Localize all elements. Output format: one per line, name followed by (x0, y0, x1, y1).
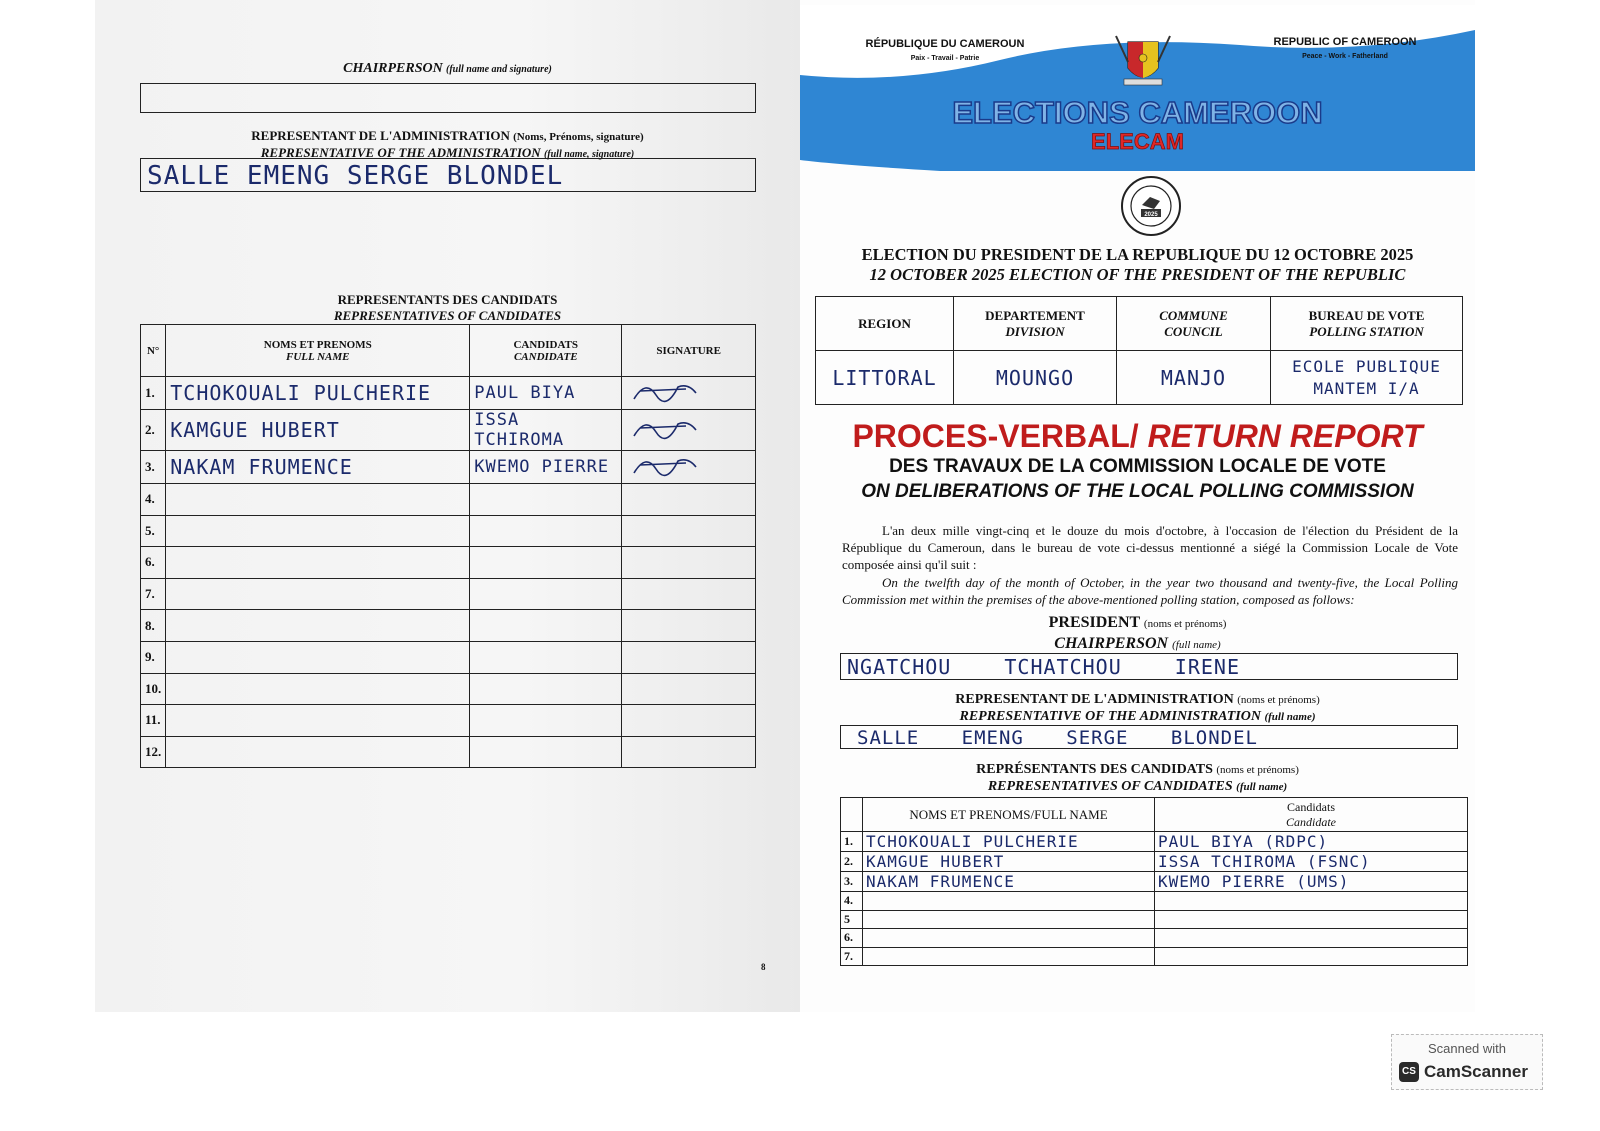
table-row (141, 547, 756, 579)
row-number: 3. (841, 872, 863, 892)
signature-cell[interactable] (622, 610, 756, 642)
cand-col-cand-en: Candidate (1286, 814, 1336, 829)
location-header-row (816, 297, 1463, 351)
loc-header-polling-station (1271, 297, 1463, 351)
candidate-name[interactable]: ISSA TCHIROMA (470, 410, 622, 451)
subtitle-en: ON DELIBERATIONS OF THE LOCAL POLLING COMMISSION (861, 481, 1414, 502)
col-full-name (166, 325, 470, 377)
left-representatives-table (140, 324, 756, 768)
col-number: N° (141, 325, 166, 377)
candidate-name[interactable] (1155, 929, 1468, 948)
admin-label-fr-right: REPRESENTANT DE L'ADMINISTRATION (955, 692, 1234, 707)
signature-cell[interactable] (622, 377, 756, 410)
location-table (815, 296, 1463, 405)
paragraph-fr: L'an deux mille vingt-cinq et le douze du mois d'octobre, à l'occasion de l'élection du Président de la République du Cameroun, dans le bureau de vote ci-dessus mentionné a siégé la Commission Locale de Vote composée ainsi qu'il suit : (842, 523, 1458, 572)
loc-header-council (1117, 297, 1271, 351)
row-number: 1. (841, 832, 863, 852)
table-row (841, 947, 1468, 966)
table-row (141, 515, 756, 547)
region-field[interactable]: LITTORAL (816, 351, 954, 405)
candidate-name[interactable]: ISSA TCHIROMA (FSNC) (1155, 852, 1468, 872)
candidate-name[interactable] (1155, 892, 1468, 911)
candidate-name[interactable]: PAUL BIYA (470, 377, 622, 410)
candidate-name[interactable] (1155, 910, 1468, 929)
table-row (841, 852, 1468, 872)
row-number: 3. (141, 451, 166, 484)
left-reps-title-en: REPRESENTATIVES OF CANDIDATES (333, 308, 562, 323)
candidate-name[interactable] (470, 484, 622, 516)
row-number: 11. (141, 705, 166, 737)
row-number: 2. (141, 410, 166, 451)
loc-header-station-fr: BUREAU DE VOTE (1308, 307, 1425, 323)
representative-name[interactable] (166, 641, 470, 673)
president-field[interactable]: NGATCHOU TCHATCHOU IRENE (840, 653, 1458, 680)
chairperson-hint-right: (full name) (1172, 639, 1221, 651)
left-chairperson-box[interactable] (140, 83, 756, 113)
election-title-fr: ELECTION DU PRESIDENT DE LA REPUBLIQUE DU 12 OCTOBRE 2025 (861, 245, 1414, 264)
candidate-representatives-table (840, 797, 1468, 966)
table-row (141, 673, 756, 705)
motto-fr: Paix - Travail - Patrie (910, 55, 980, 62)
row-number: 7. (141, 578, 166, 610)
admin-hint-en-right: (full name) (1264, 711, 1316, 723)
subtitle-fr: DES TRAVAUX DE LA COMMISSION LOCALE DE VOTE (889, 456, 1386, 477)
row-number: 5. (141, 515, 166, 547)
representative-name[interactable] (863, 910, 1155, 929)
candidate-name[interactable]: KWEMO PIERRE (470, 451, 622, 484)
reps-hint-en: (full name) (1236, 781, 1288, 793)
president-heading (800, 614, 1475, 632)
representative-name[interactable] (166, 736, 470, 768)
row-number: 6. (141, 547, 166, 579)
representative-name[interactable] (166, 673, 470, 705)
representative-name[interactable] (863, 892, 1155, 911)
admin-hint-fr: (Noms, Prénoms, signature) (513, 131, 644, 143)
representative-name[interactable] (166, 515, 470, 547)
polling-station-line1: ECOLE PUBLIQUE (1292, 356, 1441, 376)
row-number: 6. (841, 929, 863, 948)
representative-name[interactable]: NAKAM FRUMENCE (863, 872, 1155, 892)
chairperson-heading (800, 635, 1475, 653)
representative-name[interactable] (166, 705, 470, 737)
table-row (841, 872, 1468, 892)
header-republic-fr: RÉPUBLIQUE DU CAMEROUN (865, 38, 1025, 50)
table-row (841, 910, 1468, 929)
coat-of-arms-icon (1110, 32, 1176, 90)
cand-col-name: NOMS ET PRENOMS/FULL NAME (863, 798, 1155, 832)
col-signature: SIGNATURE (622, 325, 756, 377)
table-row (141, 410, 756, 451)
motto-en: Peace - Work - Fatherland (1302, 53, 1388, 60)
council-field[interactable]: MANJO (1117, 351, 1271, 405)
table-row (141, 641, 756, 673)
left-admin-heading-fr (95, 128, 800, 144)
loc-header-region-fr: REGION (858, 315, 911, 331)
row-number: 8. (141, 610, 166, 642)
camscanner-badge (1391, 1034, 1543, 1090)
representative-name[interactable] (863, 947, 1155, 966)
page-number: 8 (761, 962, 766, 972)
candidate-name[interactable] (470, 736, 622, 768)
location-values-row (816, 351, 1463, 405)
polling-station-field[interactable] (1271, 351, 1463, 405)
loc-header-division (954, 297, 1117, 351)
row-number: 9. (141, 641, 166, 673)
col-name-en: FULL NAME (286, 350, 350, 363)
row-number: 5 (841, 910, 863, 929)
table-row (141, 610, 756, 642)
admin-hint-fr-right: (noms et prénoms) (1237, 694, 1320, 706)
cand-col-candidate (1155, 798, 1468, 832)
paragraph-en: On the twelfth day of the month of October, in the year two thousand and twenty-five, the Local Polling Commission met within the premises of the above-mentioned polling station, composed as follows: (842, 575, 1458, 607)
signature-cell[interactable] (622, 705, 756, 737)
reps-heading-fr (800, 762, 1475, 778)
elecam-seal-icon (1120, 175, 1182, 237)
left-admin-box[interactable]: SALLE EMENG SERGE BLONDEL (140, 158, 756, 192)
signature-cell[interactable] (622, 578, 756, 610)
loc-header-council-fr: COMMUNE (1159, 307, 1228, 323)
table-row (141, 705, 756, 737)
col-candidate (470, 325, 622, 377)
candidate-name[interactable] (470, 641, 622, 673)
candidate-name[interactable] (470, 673, 622, 705)
row-number: 12. (141, 736, 166, 768)
reps-title-en: REPRESENTATIVES OF CANDIDATES (987, 779, 1233, 794)
admin-field[interactable]: SALLE EMENG SERGE BLONDEL (840, 725, 1458, 749)
candidate-name[interactable] (470, 705, 622, 737)
report-title (800, 418, 1475, 455)
table-row (141, 377, 756, 410)
scanned-with-text: Scanned with (1427, 1041, 1507, 1056)
camscanner-logo-icon: CS (1399, 1062, 1419, 1082)
representative-name[interactable] (166, 484, 470, 516)
candidate-name[interactable]: KWEMO PIERRE (UMS) (1155, 872, 1468, 892)
chairperson-label-right: CHAIRPERSON (1054, 635, 1169, 652)
table-row (141, 736, 756, 768)
division-field[interactable]: MOUNGO (954, 351, 1117, 405)
left-chairperson-heading (95, 60, 800, 77)
elections-cameroon-title: ELECTIONS CAMEROON (952, 95, 1323, 130)
signature-cell[interactable] (622, 736, 756, 768)
signature-scribble-icon (626, 451, 706, 479)
cand-col-number (841, 798, 863, 832)
reps-hint-fr: (noms et prénoms) (1216, 764, 1299, 776)
admin-heading-en (800, 709, 1475, 725)
table-row (141, 484, 756, 516)
cand-col-cand-fr: Candidats (1287, 799, 1335, 814)
table-row (841, 832, 1468, 852)
admin-hint-en: (full name, signature) (543, 149, 635, 160)
representative-name[interactable] (166, 578, 470, 610)
candidate-name[interactable] (470, 547, 622, 579)
election-title-en: 12 OCTOBER 2025 ELECTION OF THE PRESIDENT OF THE REPUBLIC (869, 265, 1406, 284)
chairperson-hint: (full name and signature) (445, 64, 552, 75)
left-reps-title-fr: REPRESENTANTS DES CANDIDATS (337, 292, 558, 307)
admin-label-en: REPRESENTATIVE OF THE ADMINISTRATION (260, 145, 541, 160)
president-hint: (noms et prénoms) (1143, 618, 1227, 630)
loc-header-division-en: DIVISION (1005, 323, 1065, 339)
report-title-en: RETURN REPORT (1147, 418, 1423, 454)
signature-cell[interactable] (622, 410, 756, 451)
representative-name[interactable] (166, 547, 470, 579)
candidate-name[interactable] (470, 578, 622, 610)
president-label: PRESIDENT (1048, 614, 1140, 631)
signature-scribble-icon (626, 414, 706, 442)
loc-header-region (816, 297, 954, 351)
reps-heading-en (800, 779, 1475, 795)
cand-header-row (841, 798, 1468, 832)
representative-name[interactable] (863, 929, 1155, 948)
admin-label-fr: REPRESENTANT DE L'ADMINISTRATION (251, 128, 510, 143)
representative-name[interactable]: NAKAM FRUMENCE (166, 451, 470, 484)
representative-name[interactable]: TCHOKOUALI PULCHERIE (863, 832, 1155, 852)
elecam-acronym: ELECAM (1091, 129, 1184, 154)
header-republic-en: REPUBLIC OF CAMEROON (1273, 36, 1417, 48)
seal-year: 2025 (1144, 212, 1158, 218)
row-number: 7. (841, 947, 863, 966)
representative-name[interactable]: TCHOKOUALI PULCHERIE (166, 377, 470, 410)
signature-scribble-icon (626, 377, 706, 405)
row-number: 10. (141, 673, 166, 705)
col-name-fr: NOMS ET PRENOMS (263, 338, 372, 351)
candidate-name[interactable]: PAUL BIYA (RDPC) (1155, 832, 1468, 852)
candidate-name[interactable] (470, 610, 622, 642)
camscanner-brand: CamScanner (1424, 1062, 1528, 1081)
loc-header-council-en: COUNCIL (1164, 323, 1223, 339)
admin-label-en-right: REPRESENTATIVE OF THE ADMINISTRATION (959, 709, 1261, 724)
loc-header-division-fr: DEPARTEMENT (985, 307, 1085, 323)
table-row (141, 578, 756, 610)
right-page (800, 0, 1475, 1012)
polling-station-line2: MANTEM I/A (1313, 378, 1420, 398)
candidate-name[interactable] (1155, 947, 1468, 966)
report-title-fr: PROCES-VERBAL/ (852, 418, 1139, 454)
signature-cell[interactable] (622, 547, 756, 579)
signature-cell[interactable] (622, 641, 756, 673)
representative-name[interactable]: KAMGUE HUBERT (166, 410, 470, 451)
representative-name[interactable] (166, 610, 470, 642)
row-number: 2. (841, 852, 863, 872)
chairperson-label: CHAIRPERSON (343, 61, 443, 76)
signature-cell[interactable] (622, 451, 756, 484)
row-number: 1. (141, 377, 166, 410)
loc-header-station-en: POLLING STATION (1309, 323, 1424, 339)
table-row (841, 929, 1468, 948)
left-page (95, 0, 800, 1012)
table-row (841, 892, 1468, 911)
signature-cell[interactable] (622, 515, 756, 547)
table-row (141, 451, 756, 484)
representative-name[interactable]: KAMGUE HUBERT (863, 852, 1155, 872)
table-header-row (141, 325, 756, 377)
col-cand-fr: CANDIDATS (513, 338, 579, 351)
signature-cell[interactable] (622, 673, 756, 705)
row-number: 4. (141, 484, 166, 516)
col-cand-en: CANDIDATE (513, 350, 578, 363)
candidate-name[interactable] (470, 515, 622, 547)
row-number: 4. (841, 892, 863, 911)
reps-title-fr: REPRÉSENTANTS DES CANDIDATS (976, 762, 1213, 777)
admin-heading-fr (800, 692, 1475, 708)
signature-cell[interactable] (622, 484, 756, 516)
